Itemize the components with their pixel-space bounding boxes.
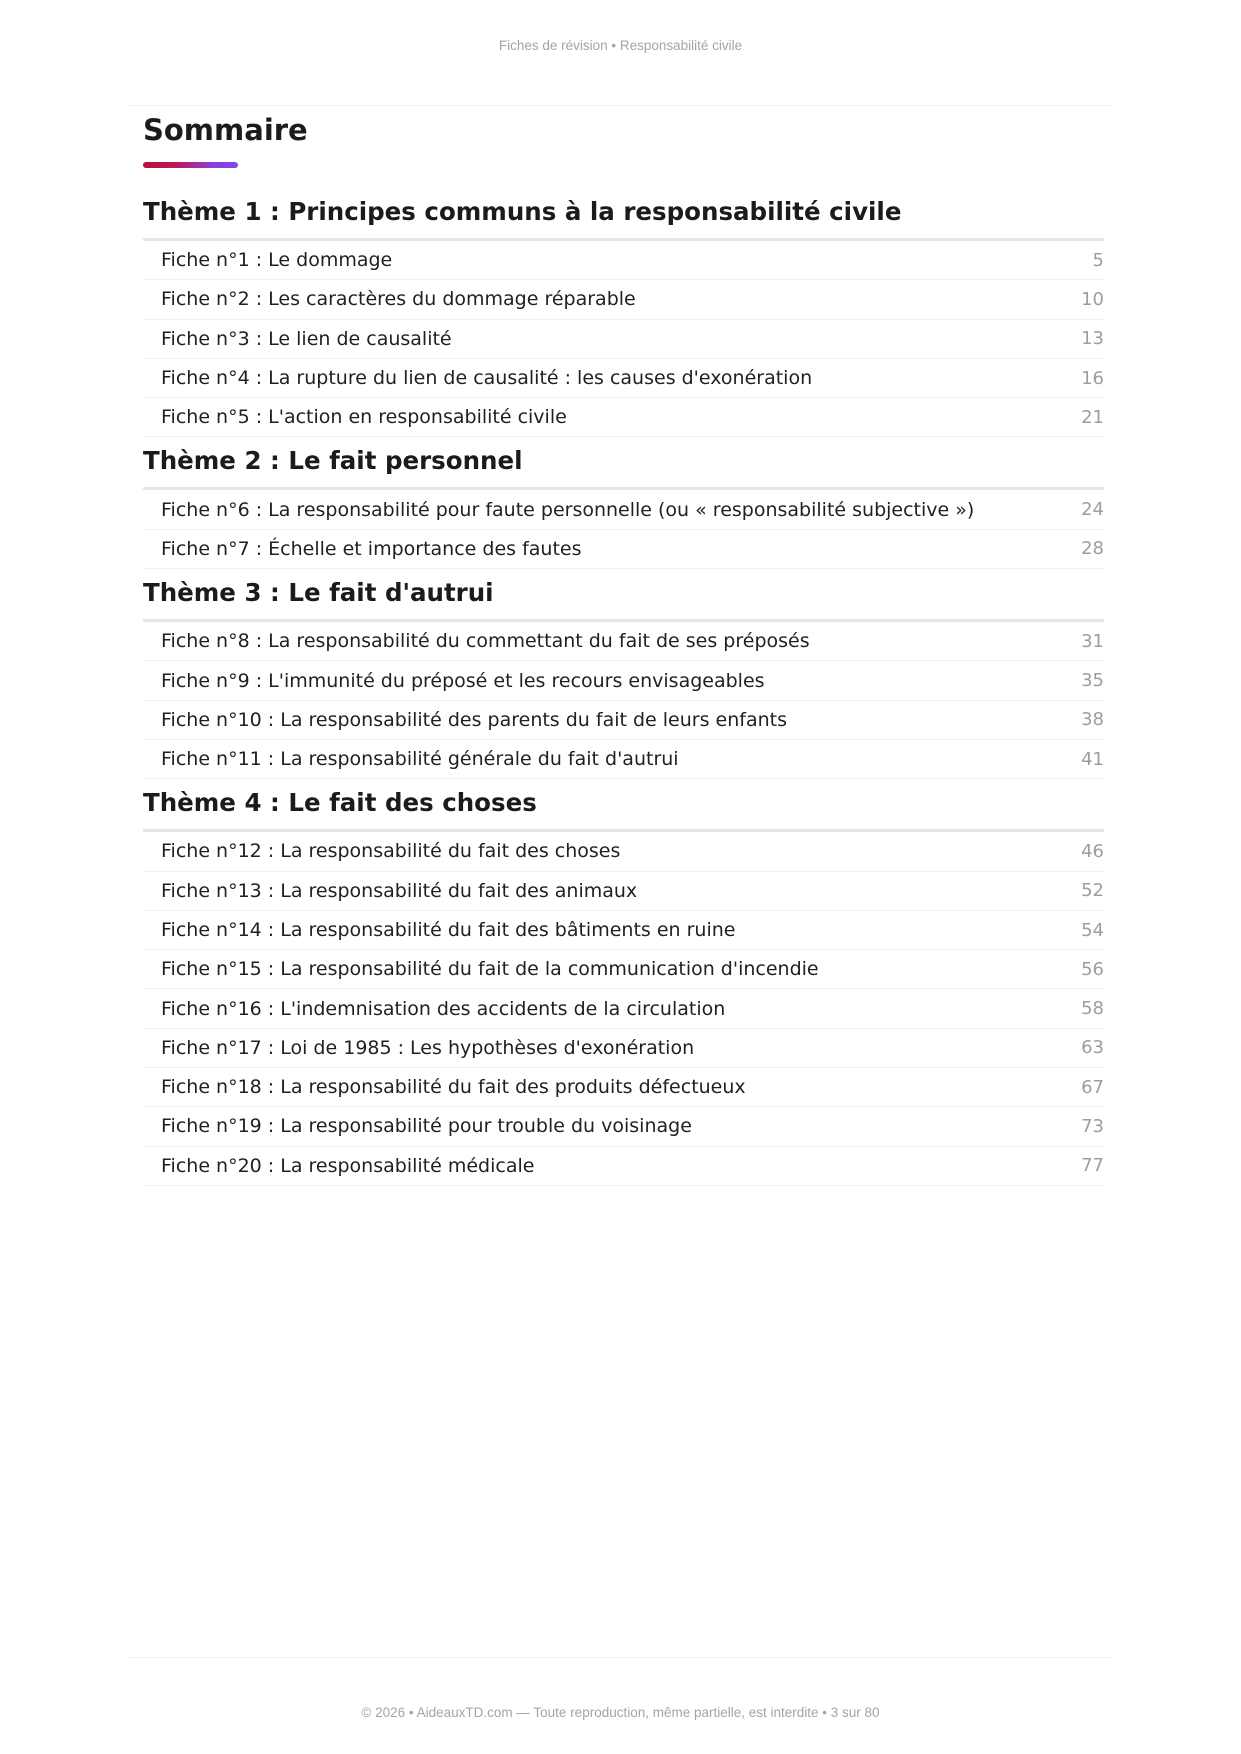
title-accent-bar: [143, 162, 238, 168]
toc-entry[interactable]: [143, 622, 1104, 661]
entry-list: [143, 490, 1104, 569]
entry-page-number: 41: [1081, 748, 1104, 770]
entry-label: Fiche n°13 : La responsabilité du fait des animaux: [161, 879, 638, 902]
toc-entry[interactable]: [143, 490, 1104, 529]
entry-label: Fiche n°20 : La responsabilité médicale: [161, 1154, 535, 1177]
toc-entry[interactable]: [143, 359, 1104, 398]
entry-page-number: 13: [1081, 328, 1104, 350]
toc-entry[interactable]: [143, 320, 1104, 359]
entry-page-number: 21: [1081, 406, 1104, 428]
entry-page-number: 31: [1081, 630, 1104, 652]
entry-label: Fiche n°12 : La responsabilité du fait des choses: [161, 840, 621, 863]
toc-entry[interactable]: [143, 1068, 1104, 1107]
entry-label: Fiche n°10 : La responsabilité des parents du fait de leurs enfants: [161, 708, 787, 731]
entry-list: [143, 622, 1104, 779]
toc-entry[interactable]: [143, 911, 1104, 950]
entry-label: Fiche n°8 : La responsabilité du commettant du fait de ses préposés: [161, 630, 810, 653]
entry-label: Fiche n°16 : L'indemnisation des accidents de la circulation: [161, 997, 726, 1020]
header-divider: [129, 105, 1112, 106]
entry-page-number: 24: [1081, 499, 1104, 521]
toc-entry[interactable]: [143, 950, 1104, 989]
entry-label: Fiche n°14 : La responsabilité du fait des bâtiments en ruine: [161, 919, 736, 941]
entry-label: Fiche n°1 : Le dommage: [161, 249, 393, 272]
theme-list: [143, 196, 1104, 1186]
toc-entry[interactable]: [143, 701, 1104, 740]
footer-divider: [129, 1657, 1112, 1658]
entry-list: [143, 241, 1104, 437]
running-header: Fiches de révision • Responsabilité civile: [498, 38, 743, 53]
theme-title: Thème 2 : Le fait personnel: [143, 445, 1104, 490]
entry-label: Fiche n°9 : L'immunité du préposé et les recours envisageables: [161, 669, 765, 692]
table-of-contents: [143, 108, 1104, 1194]
entry-label: Fiche n°11 : La responsabilité générale du fait d'autrui: [161, 748, 679, 771]
entry-label: Fiche n°19 : La responsabilité pour trouble du voisinage: [161, 1115, 692, 1138]
entry-page-number: 46: [1081, 840, 1104, 862]
entry-page-number: 63: [1081, 1037, 1104, 1059]
entry-label: Fiche n°15 : La responsabilité du fait de la communication d'incendie: [161, 958, 819, 981]
entry-label: Fiche n°5 : L'action en responsabilité civile: [161, 406, 567, 429]
entry-page-number: 35: [1081, 670, 1104, 692]
entry-page-number: 38: [1081, 709, 1104, 731]
toc-entry[interactable]: [143, 280, 1104, 319]
entry-page-number: 10: [1081, 288, 1104, 310]
theme-title: Thème 4 : Le fait des choses: [143, 787, 1104, 832]
entry-page-number: 56: [1081, 958, 1104, 980]
theme-section: [143, 445, 1104, 569]
toc-entry[interactable]: [143, 832, 1104, 871]
entry-page-number: 5: [1092, 249, 1104, 271]
entry-page-number: 58: [1081, 998, 1104, 1020]
toc-entry[interactable]: [143, 241, 1104, 280]
entry-page-number: 67: [1081, 1076, 1104, 1098]
page-footer: © 2026 • AideauxTD.com — Toute reproduction, même partielle, est interdite • 3 sur 80: [361, 1705, 880, 1720]
entry-label: Fiche n°17 : Loi de 1985 : Les hypothèses d'exonération: [161, 1036, 695, 1059]
entry-label: Fiche n°6 : La responsabilité pour faute personnelle (ou « responsabilité subjective »): [161, 498, 975, 521]
toc-entry[interactable]: [143, 398, 1104, 437]
entry-label: Fiche n°18 : La responsabilité du fait des produits défectueux: [161, 1076, 746, 1099]
entry-page-number: 16: [1081, 367, 1104, 389]
entry-label: Fiche n°7 : Échelle et importance des fautes: [161, 537, 582, 560]
entry-page-number: 73: [1081, 1115, 1104, 1137]
theme-section: [143, 196, 1104, 437]
toc-entry[interactable]: [143, 1029, 1104, 1068]
theme-title: Thème 3 : Le fait d'autrui: [143, 577, 1104, 622]
toc-entry[interactable]: [143, 872, 1104, 911]
toc-entry[interactable]: [143, 1147, 1104, 1186]
toc-entry[interactable]: [143, 989, 1104, 1028]
toc-entry[interactable]: [143, 530, 1104, 569]
toc-entry[interactable]: [143, 740, 1104, 779]
page-title: Sommaire: [143, 113, 308, 147]
entry-page-number: 54: [1081, 919, 1104, 941]
entry-label: Fiche n°3 : Le lien de causalité: [161, 327, 452, 350]
theme-section: [143, 577, 1104, 779]
entry-page-number: 28: [1081, 538, 1104, 560]
theme-section: [143, 787, 1104, 1186]
toc-entry[interactable]: [143, 1107, 1104, 1146]
entry-label: Fiche n°4 : La rupture du lien de causalité : les causes d'exonération: [161, 367, 813, 390]
theme-title: Thème 1 : Principes communs à la responsabilité civile: [143, 196, 1104, 241]
entry-page-number: 77: [1081, 1155, 1104, 1177]
entry-label: Fiche n°2 : Les caractères du dommage réparable: [161, 288, 636, 311]
entry-list: [143, 832, 1104, 1186]
toc-entry[interactable]: [143, 661, 1104, 700]
entry-page-number: 52: [1081, 880, 1104, 902]
